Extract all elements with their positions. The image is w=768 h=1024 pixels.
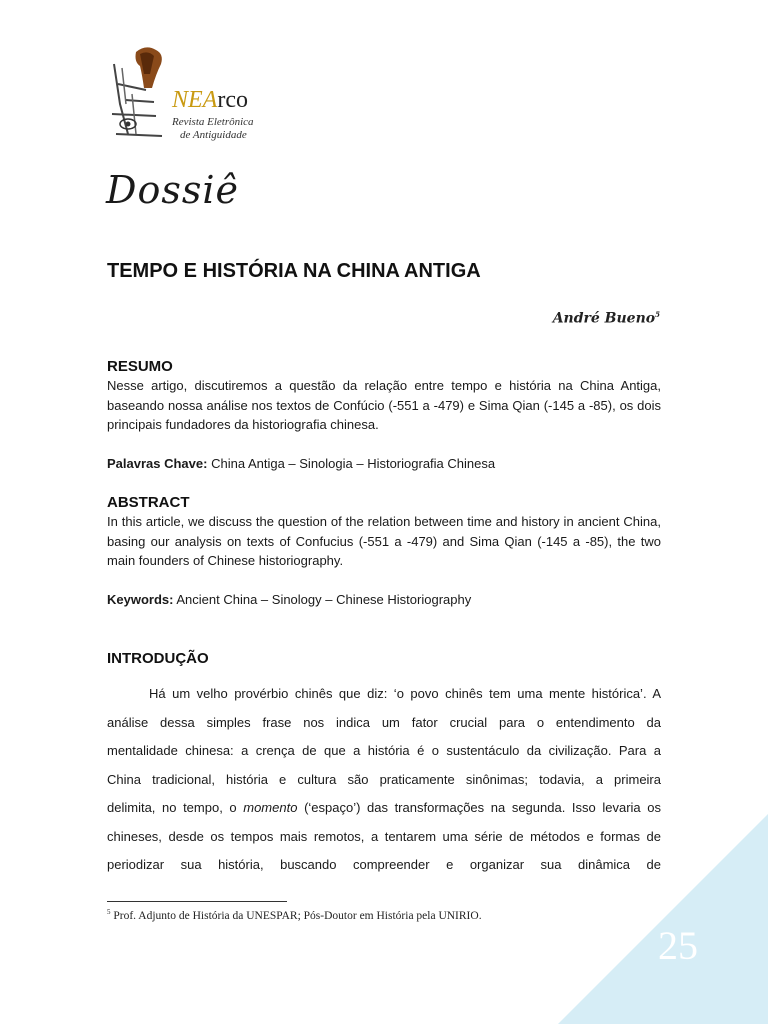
journal-logo [106,44,286,144]
body-line: chineses, desde os tempos mais remotos, a tentarem uma série de métodos e formas de [107,828,661,844]
logo-wordmark: NEArco [172,87,248,113]
keywords-list: China Antiga – Sinologia – Historiografia Chinesa [211,456,496,471]
body-line: China tradicional, história e cultura são praticamente sinônimas; todavia, a primeira [107,771,661,787]
abstract-text: In this article, we discuss the question of the relation between time and history in ancient China, basing our analysis on texts of Confucius (-551 a -479) and Sima Qian (-145 a -85), the two main founders of Chinese historiography. [107,514,661,568]
keywords-label: Palavras Chave: [107,456,208,471]
italic-term: momento [243,800,298,815]
introducao-heading: INTRODUÇÃO [107,650,209,667]
resumo-keywords [107,454,661,473]
resumo-text: Nesse artigo, discutiremos a questão da relação entre tempo e história na China Antiga, baseando nossa análise nos textos de Confúcio (-551 a -479) e Sima Qian (-145 a -85), os dois principais fundadores da historiografia chinesa. [107,378,661,432]
author-name: André Bueno$^5$ [552,310,660,327]
footnote: $^5$ Prof. Adjunto de História da UNESPAR; Pós-Doutor em História pela UNIRIO. [107,908,482,922]
footnote-ref[interactable]: 5 [655,310,660,319]
article-title: TEMPO E HISTÓRIA NA CHINA ANTIGA [107,260,481,282]
body-line: delimita, no tempo, o momento (‘espaço’) das transformações na segunda. Isso levaria os [107,800,661,815]
keywords-list: Ancient China – Sinology – Chinese Historiography [176,592,472,607]
abstract-keywords [107,590,661,609]
footnote-divider [107,901,287,902]
resumo-heading: RESUMO [107,358,173,375]
body-line: mentalidade chinesa: a crença de que a história é o sustentáculo da civilização. Para a [107,743,661,758]
corner-triangle [558,814,768,1024]
body-line: análise dessa simples frase nos indica um fator crucial para o entendimento da [107,714,661,730]
keywords-label: Keywords: [107,592,174,607]
logo-subtitle: Revista Eletrônica de Antiguidade [172,116,254,141]
nearco-emblem-icon [106,44,176,144]
page-number: 25 [658,923,698,968]
introducao-heading-block [107,650,661,668]
resumo-section [107,358,661,435]
abstract-section [107,494,661,571]
body-line: periodizar sua história, buscando compreender e organizar sua dinâmica de [107,857,661,872]
body-line: Há um velho provérbio chinês que diz: ‘o povo chinês tem uma mente histórica’. A [149,686,661,701]
section-label: Dossiê [106,168,239,212]
abstract-heading: ABSTRACT [107,494,190,511]
